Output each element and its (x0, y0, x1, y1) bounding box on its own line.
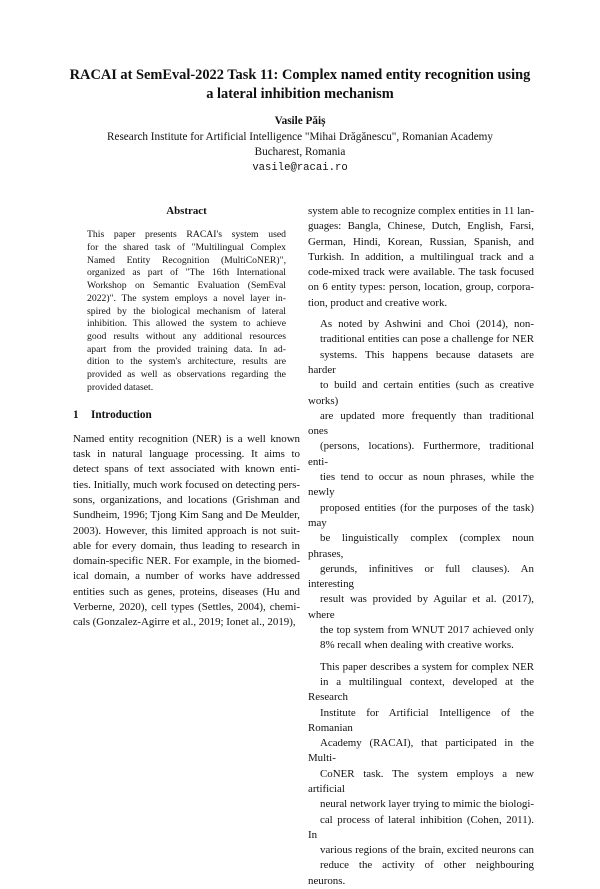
text-line: gerunds, infinitives or full clauses). An interesting (308, 562, 534, 591)
body-paragraph (308, 660, 534, 889)
text-line: Verberne, 2020), cell types (Settles, 2004), chemi- (73, 601, 300, 613)
section-heading-introduction (73, 408, 300, 423)
text-line: traditional entities can pose a challenge for NER (320, 333, 534, 346)
text-line: proposed entities (for the purposes of the task) may (308, 501, 534, 529)
text-line: dition to the system's architecture, results are (87, 356, 286, 368)
text-line: detect spans of text associated with known enti- (73, 463, 300, 476)
title-line: RACAI at SemEval-2022 Task 11: Complex named entity recognition using (69, 67, 531, 83)
text-line: in a multilingual context, developed at the Research (308, 675, 534, 704)
text-line: German, Hindi, Korean, Russian, Spanish, and (308, 235, 534, 248)
body-paragraph (308, 204, 534, 311)
paper-title (40, 66, 560, 104)
text-line: ical domain, a number of works have addressed (73, 570, 300, 583)
text-line: Academy (RACAI), that participated in the Multi- (308, 737, 534, 765)
author-affiliation: Research Institute for Artificial Intelligence "Mihai Drăgănescu", Romanian Academy (107, 130, 493, 143)
text-line: Institute for Artificial Intelligence of the Romanian (308, 706, 534, 734)
author-location: Bucharest, Romania (254, 146, 346, 158)
abstract-body (87, 229, 286, 394)
text-line: spired by the biological mechanism of lateral (87, 305, 286, 317)
author-block (40, 114, 560, 176)
right-column (308, 204, 534, 889)
text-line: result was provided by Aguilar et al. (2017), where (308, 593, 534, 621)
text-line: As noted by Ashwini and Choi (2014), non- (320, 318, 534, 331)
text-line: the top system from WNUT 2017 achieved only (320, 624, 534, 637)
text-line: on 6 entity types: person, location, group, corpora- (308, 281, 534, 294)
text-line: able for every domain, thus leading to research in (73, 539, 300, 552)
text-line: (persons, locations). Furthermore, traditional enti- (308, 440, 534, 468)
text-line: apart from the provided training data. In ad- (87, 343, 286, 355)
abstract-paragraph (87, 229, 286, 394)
text-line: ties. Initially, much work focused on detecting pers- (73, 478, 300, 491)
text-line: various regions of the brain, excited neurons can (320, 844, 534, 857)
text-line: tion, product and creative work. (308, 296, 448, 309)
body-paragraph (308, 317, 534, 654)
text-line: are updated more frequently than traditional ones (308, 409, 534, 438)
text-line: neural network layer trying to mimic the biologi- (320, 798, 534, 811)
text-line: Workshop on Semantic Evaluation (SemEval (87, 280, 286, 292)
title-line: a lateral inhibition mechanism (206, 86, 394, 102)
text-line: provided as well as observations regarding the (87, 369, 286, 381)
author-name: Vasile Păiș (274, 115, 326, 127)
text-line: inhibition. This allowed the system to achieve (87, 318, 286, 330)
introduction-paragraph (73, 432, 300, 631)
text-line: cal process of lateral inhibition (Cohen, 2011). In (308, 813, 534, 841)
text-line: 2003). However, this limited approach is not suit- (73, 524, 300, 537)
text-line: domain-specific NER. For example, in the biomed- (73, 555, 300, 568)
text-line: provided dataset. (87, 381, 154, 393)
section-number: 1 (73, 409, 79, 422)
text-line: entities such as genes, proteins, diseases (Hu and (73, 585, 300, 598)
text-line: This paper presents RACAI's system used (87, 229, 286, 241)
text-line: ties tend to occur as noun phrases, while the newly (308, 471, 534, 499)
text-line: This paper describes a system for complex NER (320, 660, 534, 673)
text-line: Named entity recognition (NER) is a well known (73, 432, 300, 445)
text-line: CoNER task. The system employs a new artificial (308, 767, 534, 795)
text-line: Sundheim, 1996; Tjong Kim Sang and De Meulder, (73, 509, 300, 522)
section-title: Introduction (91, 409, 152, 422)
text-line: guages: Bangla, Chinese, Dutch, English, Farsi, (308, 220, 534, 233)
text-line: Named Entity Recognition (MultiCoNER)", (87, 254, 286, 266)
text-line: reduce the activity of other neighbouring neurons. (308, 859, 534, 887)
text-line: 2022)". The system employs a novel layer in- (87, 292, 286, 304)
text-line: cals (Gonzalez-Agirre et al., 2019; Ionet al., 2019), (73, 616, 296, 629)
text-line: for the shared task of "Multilingual Complex (87, 242, 286, 253)
text-line: to build and certain entities (such as creative works) (308, 379, 534, 407)
author-email[interactable]: vasile@racai.ro (252, 161, 348, 174)
text-line: system able to recognize complex entities in 11 lan- (308, 205, 534, 217)
text-line: good results without any additional resources (87, 330, 286, 342)
text-line: organized as part of "The 16th International (87, 267, 286, 279)
abstract-heading: Abstract (166, 205, 207, 217)
left-column (73, 204, 300, 631)
text-line: systems. This happens because datasets are harder (308, 348, 534, 376)
text-line: sons, organizations, and locations (Grishman and (73, 493, 300, 506)
text-line: 8% recall when dealing with creative works. (320, 639, 514, 652)
text-line: code-mixed track were available. The task focused (308, 266, 534, 279)
text-line: Turkish. In addition, a multilingual track and a (308, 250, 534, 263)
text-line: be linguistically complex (complex noun phrases, (308, 532, 534, 560)
text-line: task in natural language processing. It aims to (73, 448, 300, 461)
